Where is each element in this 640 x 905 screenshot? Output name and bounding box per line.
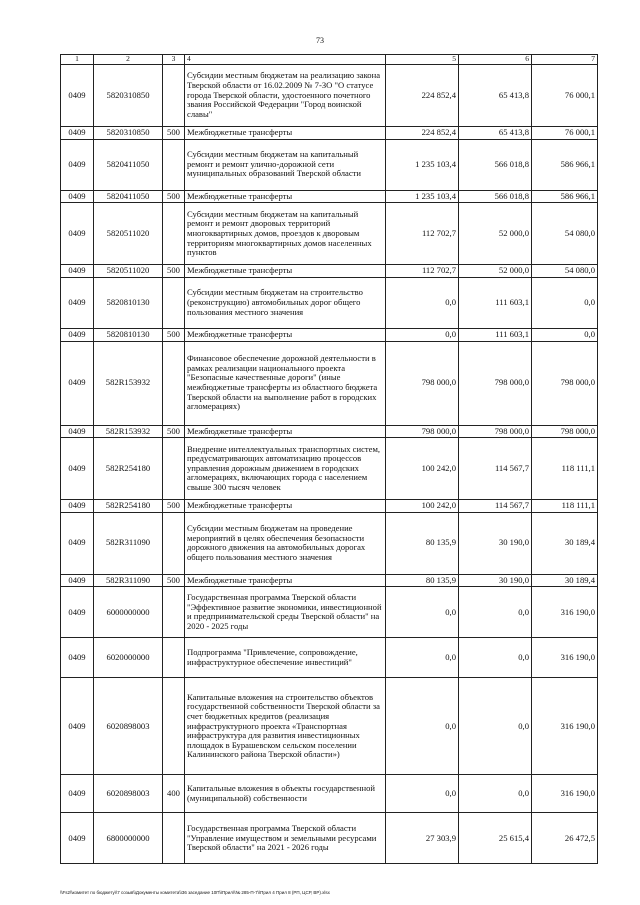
target-article-cell: 6020898003 <box>94 775 163 813</box>
table-row <box>61 65 598 127</box>
section-code-cell: 0409 <box>61 265 94 278</box>
amount-year3-cell: 54 080,0 <box>532 265 598 278</box>
table-row <box>61 265 598 278</box>
amount-year3-cell: 30 189,4 <box>532 512 598 574</box>
amount-year2-cell: 0,0 <box>459 638 532 678</box>
amount-year3-cell: 76 000,1 <box>532 65 598 127</box>
amount-year2-cell: 114 567,7 <box>459 438 532 500</box>
item-name-cell: Межбюджетные трансферты <box>185 425 386 438</box>
amount-year3-cell: 118 111,1 <box>532 500 598 513</box>
amount-year3-cell: 798 000,0 <box>532 425 598 438</box>
section-code-cell: 0409 <box>61 500 94 513</box>
table-row <box>61 775 598 813</box>
budget-table <box>60 54 598 864</box>
amount-year1-cell: 80 135,9 <box>386 512 459 574</box>
amount-year3-cell: 798 000,0 <box>532 341 598 425</box>
expense-type-cell: 500 <box>163 574 185 587</box>
expense-type-cell <box>163 587 185 638</box>
section-code-cell: 0409 <box>61 203 94 265</box>
amount-year1-cell: 0,0 <box>386 678 459 775</box>
table-row <box>61 500 598 513</box>
table-row <box>61 190 598 203</box>
target-article-cell: 5820810130 <box>94 277 163 328</box>
amount-year1-cell: 224 852,4 <box>386 65 459 127</box>
target-article-cell: 6000000000 <box>94 587 163 638</box>
amount-year1-cell: 0,0 <box>386 277 459 328</box>
item-name-cell: Капитальные вложения в объекты государственной (муниципальной) собственности <box>185 775 386 813</box>
amount-year2-cell: 30 190,0 <box>459 574 532 587</box>
table-row <box>61 425 598 438</box>
target-article-cell: 582R311090 <box>94 574 163 587</box>
table-row <box>61 587 598 638</box>
item-name-cell: Межбюджетные трансферты <box>185 127 386 140</box>
target-article-cell: 5820310850 <box>94 127 163 140</box>
section-code-cell: 0409 <box>61 775 94 813</box>
amount-year2-cell: 0,0 <box>459 587 532 638</box>
amount-year3-cell: 316 190,0 <box>532 587 598 638</box>
section-code-cell: 0409 <box>61 438 94 500</box>
item-name-cell: Субсидии местным бюджетам на проведение мероприятий в целях обеспечения безопасности дорожного движения на автомобильных дорогах общего пользования местного значения <box>185 512 386 574</box>
amount-year2-cell: 0,0 <box>459 678 532 775</box>
expense-type-cell: 500 <box>163 328 185 341</box>
section-code-cell: 0409 <box>61 341 94 425</box>
column-header: 1 <box>61 55 94 65</box>
amount-year3-cell: 316 190,0 <box>532 678 598 775</box>
amount-year1-cell: 112 702,7 <box>386 203 459 265</box>
section-code-cell: 0409 <box>61 277 94 328</box>
item-name-cell: Субсидии местным бюджетам на капитальный ремонт и ремонт улично-дорожной сети муниципальных образований Тверской области <box>185 139 386 190</box>
expense-type-cell <box>163 277 185 328</box>
table-row <box>61 127 598 140</box>
target-article-cell: 5820810130 <box>94 328 163 341</box>
item-name-cell: Межбюджетные трансферты <box>185 500 386 513</box>
amount-year1-cell: 224 852,4 <box>386 127 459 140</box>
amount-year1-cell: 112 702,7 <box>386 265 459 278</box>
target-article-cell: 5820511020 <box>94 203 163 265</box>
section-code-cell: 0409 <box>61 638 94 678</box>
item-name-cell: Субсидии местным бюджетам на капитальный ремонт и ремонт дворовых территорий многоквартирных домов, проездов к дворовым территориям многоквартирных домов населенных пунктов <box>185 203 386 265</box>
table-header-row <box>61 55 598 65</box>
column-header: 4 <box>185 55 386 65</box>
amount-year1-cell: 0,0 <box>386 587 459 638</box>
target-article-cell: 6800000000 <box>94 813 163 864</box>
section-code-cell: 0409 <box>61 587 94 638</box>
section-code-cell: 0409 <box>61 139 94 190</box>
column-header: 6 <box>459 55 532 65</box>
section-code-cell: 0409 <box>61 127 94 140</box>
amount-year1-cell: 798 000,0 <box>386 425 459 438</box>
expense-type-cell <box>163 438 185 500</box>
table-row <box>61 203 598 265</box>
amount-year1-cell: 0,0 <box>386 328 459 341</box>
expense-type-cell <box>163 638 185 678</box>
amount-year2-cell: 798 000,0 <box>459 341 532 425</box>
expense-type-cell: 400 <box>163 775 185 813</box>
target-article-cell: 582R153932 <box>94 425 163 438</box>
amount-year1-cell: 0,0 <box>386 775 459 813</box>
amount-year3-cell: 0,0 <box>532 277 598 328</box>
item-name-cell: Государственная программа Тверской области "Управление имуществом и земельными ресурсами Тверской области" на 2021 - 2026 годы <box>185 813 386 864</box>
amount-year2-cell: 111 603,1 <box>459 328 532 341</box>
page-number: 73 <box>316 36 324 45</box>
target-article-cell: 5820411050 <box>94 139 163 190</box>
item-name-cell: Капитальные вложения на строительство объектов государственной собственности Тверской области за счет бюджетных кредитов (реализация инфраструктурного проекта «Транспортная инфраструктура для развития инвестиционных площадок в Бурашевском сельском поселении Калининского района Тверской области») <box>185 678 386 775</box>
section-code-cell: 0409 <box>61 65 94 127</box>
amount-year1-cell: 80 135,9 <box>386 574 459 587</box>
table-row <box>61 438 598 500</box>
table-row <box>61 277 598 328</box>
amount-year1-cell: 27 303,9 <box>386 813 459 864</box>
target-article-cell: 5820411050 <box>94 190 163 203</box>
item-name-cell: Субсидии местным бюджетам на реализацию закона Тверской области от 16.02.2009 № 7-ЗО "О статусе города Тверской области, удостоенного почетного звания Российской Федерации "Город воинской славы" <box>185 65 386 127</box>
table-row <box>61 638 598 678</box>
target-article-cell: 5820310850 <box>94 65 163 127</box>
expense-type-cell: 500 <box>163 425 185 438</box>
amount-year2-cell: 65 413,8 <box>459 127 532 140</box>
amount-year3-cell: 0,0 <box>532 328 598 341</box>
amount-year2-cell: 25 615,4 <box>459 813 532 864</box>
amount-year3-cell: 118 111,1 <box>532 438 598 500</box>
table-row <box>61 139 598 190</box>
amount-year2-cell: 52 000,0 <box>459 265 532 278</box>
amount-year1-cell: 0,0 <box>386 638 459 678</box>
target-article-cell: 6020898003 <box>94 678 163 775</box>
item-name-cell: Внедрение интеллектуальных транспортных систем, предусматривающих автоматизацию процессов управления дорожным движением в городских агломерациях, включающих города с населением свыше 300 тысяч человек <box>185 438 386 500</box>
expense-type-cell <box>163 139 185 190</box>
target-article-cell: 582R254180 <box>94 438 163 500</box>
amount-year3-cell: 76 000,1 <box>532 127 598 140</box>
file-path-footer: \\Fs2\\комитет по бюджету\\7 созыв\\Документы комитета\\36 заседание 10П\\Прил\\№ 285-П-7\\Прил 4 Прил 8 (РП, ЦСР, ВР).xlsx <box>60 890 330 895</box>
expense-type-cell: 500 <box>163 190 185 203</box>
amount-year3-cell: 316 190,0 <box>532 775 598 813</box>
amount-year2-cell: 30 190,0 <box>459 512 532 574</box>
expense-type-cell <box>163 512 185 574</box>
section-code-cell: 0409 <box>61 574 94 587</box>
item-name-cell: Межбюджетные трансферты <box>185 574 386 587</box>
target-article-cell: 582R311090 <box>94 512 163 574</box>
target-article-cell: 582R254180 <box>94 500 163 513</box>
section-code-cell: 0409 <box>61 678 94 775</box>
item-name-cell: Государственная программа Тверской области "Эффективное развитие экономики, инвестиционной и предпринимательской среды Тверской области" на 2020 - 2025 годы <box>185 587 386 638</box>
amount-year2-cell: 798 000,0 <box>459 425 532 438</box>
expense-type-cell: 500 <box>163 127 185 140</box>
section-code-cell: 0409 <box>61 512 94 574</box>
table-row <box>61 813 598 864</box>
column-header: 2 <box>94 55 163 65</box>
amount-year3-cell: 586 966,1 <box>532 139 598 190</box>
column-header: 7 <box>532 55 598 65</box>
table-row <box>61 678 598 775</box>
section-code-cell: 0409 <box>61 328 94 341</box>
expense-type-cell <box>163 203 185 265</box>
expense-type-cell <box>163 813 185 864</box>
expense-type-cell: 500 <box>163 265 185 278</box>
amount-year3-cell: 586 966,1 <box>532 190 598 203</box>
amount-year3-cell: 26 472,5 <box>532 813 598 864</box>
amount-year1-cell: 798 000,0 <box>386 341 459 425</box>
amount-year1-cell: 100 242,0 <box>386 500 459 513</box>
column-header: 5 <box>386 55 459 65</box>
section-code-cell: 0409 <box>61 813 94 864</box>
target-article-cell: 5820511020 <box>94 265 163 278</box>
item-name-cell: Субсидии местным бюджетам на строительство (реконструкцию) автомобильных дорог общего пользования местного значения <box>185 277 386 328</box>
amount-year1-cell: 1 235 103,4 <box>386 190 459 203</box>
section-code-cell: 0409 <box>61 425 94 438</box>
item-name-cell: Межбюджетные трансферты <box>185 328 386 341</box>
amount-year1-cell: 1 235 103,4 <box>386 139 459 190</box>
amount-year2-cell: 566 018,8 <box>459 190 532 203</box>
target-article-cell: 582R153932 <box>94 341 163 425</box>
amount-year2-cell: 52 000,0 <box>459 203 532 265</box>
expense-type-cell <box>163 341 185 425</box>
amount-year2-cell: 0,0 <box>459 775 532 813</box>
amount-year2-cell: 111 603,1 <box>459 277 532 328</box>
amount-year2-cell: 114 567,7 <box>459 500 532 513</box>
item-name-cell: Финансовое обеспечение дорожной деятельности в рамках реализации национального проекта "Безопасные качественные дороги" (иные межбюджетные трансферты из областного бюджета Тверской области на выполнение работ в городских агломерациях) <box>185 341 386 425</box>
table-row <box>61 328 598 341</box>
expense-type-cell <box>163 65 185 127</box>
column-header: 3 <box>163 55 185 65</box>
amount-year3-cell: 54 080,0 <box>532 203 598 265</box>
expense-type-cell: 500 <box>163 500 185 513</box>
table-row <box>61 341 598 425</box>
target-article-cell: 6020000000 <box>94 638 163 678</box>
item-name-cell: Подпрограмма "Привлечение, сопровождение, инфраструктурное обеспечение инвестиций" <box>185 638 386 678</box>
table-row <box>61 512 598 574</box>
item-name-cell: Межбюджетные трансферты <box>185 265 386 278</box>
amount-year1-cell: 100 242,0 <box>386 438 459 500</box>
amount-year3-cell: 30 189,4 <box>532 574 598 587</box>
item-name-cell: Межбюджетные трансферты <box>185 190 386 203</box>
amount-year2-cell: 65 413,8 <box>459 65 532 127</box>
expense-type-cell <box>163 678 185 775</box>
amount-year3-cell: 316 190,0 <box>532 638 598 678</box>
table-row <box>61 574 598 587</box>
amount-year2-cell: 566 018,8 <box>459 139 532 190</box>
section-code-cell: 0409 <box>61 190 94 203</box>
